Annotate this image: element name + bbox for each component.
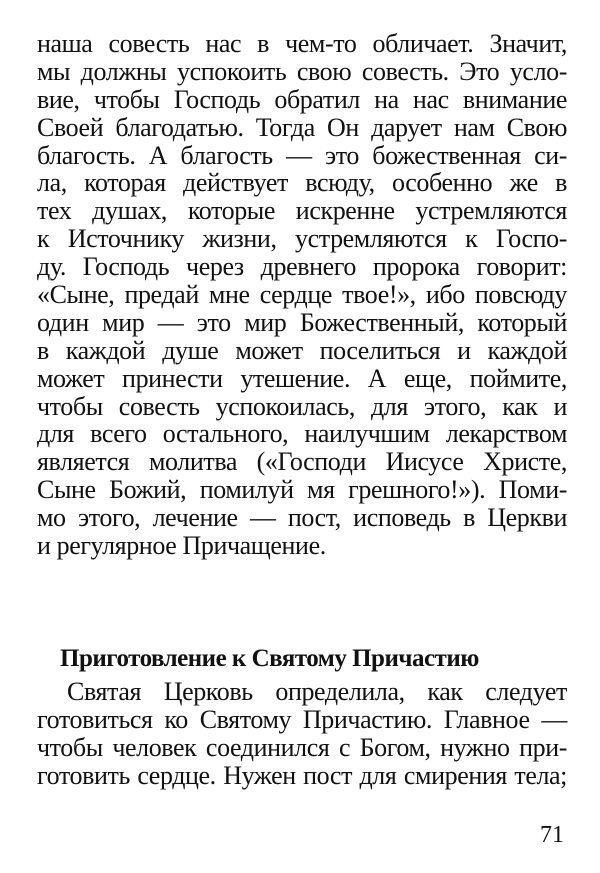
- text-line: тех душах, которые искренне устремляются: [37, 196, 567, 226]
- text-line: может принести утешение. А еще, поймите,: [37, 363, 567, 393]
- text-line: для всего остального, наилучшим лекарством: [37, 419, 567, 449]
- paragraph-1: [37, 30, 567, 560]
- text-line: в каждой душе может поселиться и каждой: [37, 335, 567, 365]
- section-heading: Приготовление к Святому Причастию: [60, 645, 479, 672]
- text-line: Сыне Божий, помилуй мя грешного!»). Поми-: [37, 475, 567, 505]
- text-line: чтобы совесть успокоилась, для этого, как и: [37, 391, 567, 421]
- text-line: готовить сердце. Нужен пост для смирения тела;: [37, 760, 567, 790]
- text-line: Своей благодатью. Тогда Он дарует нам Свою: [37, 112, 567, 142]
- text-line: мо этого, лечение — пост, исповедь в Церкви: [37, 503, 567, 533]
- text-line: ду. Господь через древнего пророка говорит:: [37, 252, 567, 282]
- text-line: один мир — это мир Божественный, который: [37, 307, 567, 337]
- text-line: готовиться ко Святому Причастию. Главное —: [37, 704, 567, 734]
- text-line: является молитва («Господи Иисусе Христе,: [37, 447, 567, 477]
- text-line: благость. А благость — это божественная си-: [37, 140, 567, 170]
- text-line: Святая Церковь определила, как следует: [67, 677, 567, 706]
- text-line: и регулярное Причащение.: [37, 531, 326, 561]
- page-number: 71: [540, 822, 564, 848]
- text-line: мы должны успокоить свою совесть. Это усло-: [37, 56, 567, 86]
- text-line: чтобы человек соединился с Богом, нужно при-: [37, 732, 567, 762]
- text-line: ла, которая действует всюду, особенно же в: [37, 168, 567, 198]
- text-line: «Сыне, предай мне сердце твое!», ибо повсюду: [37, 280, 567, 310]
- text-line: к Источнику жизни, устремляются к Госпо-: [37, 224, 567, 254]
- text-line: вие, чтобы Господь обратил на нас внимание: [37, 84, 567, 114]
- text-line: наша совесть нас в чем-то обличает. Значит,: [37, 29, 567, 58]
- paragraph-2: [37, 678, 567, 790]
